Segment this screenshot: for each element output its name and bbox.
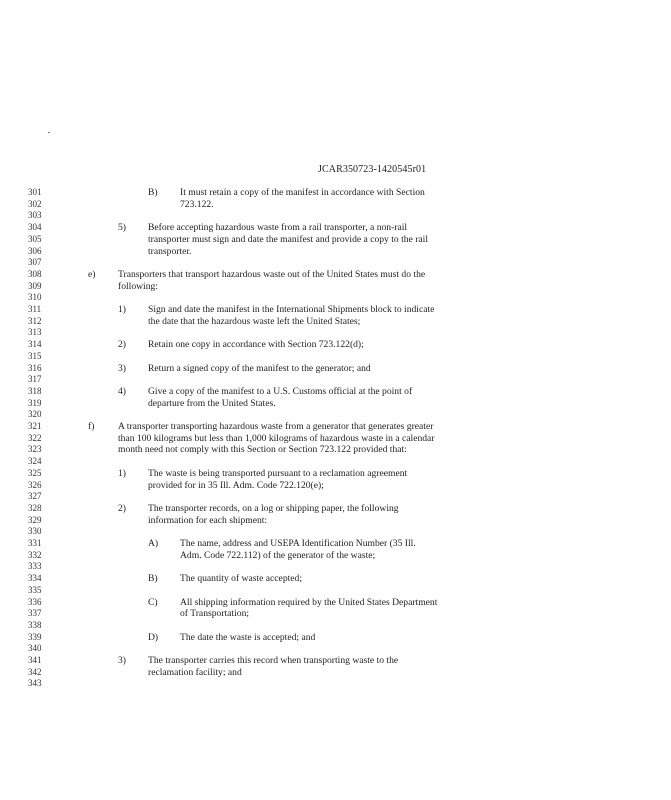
item-label: 3) bbox=[118, 655, 126, 666]
item-text-line: A transporter transporting hazardous waste from a generator that generates greater bbox=[118, 421, 434, 432]
scan-speck bbox=[48, 132, 50, 133]
line-number: 321 bbox=[28, 421, 42, 431]
line-number: 326 bbox=[28, 479, 42, 490]
item-text-line: reclamation facility; and bbox=[148, 666, 242, 678]
item-label: B) bbox=[148, 187, 158, 198]
item-label: 1) bbox=[118, 467, 126, 479]
item-label: 3) bbox=[118, 362, 126, 374]
line-number: 329 bbox=[28, 514, 42, 525]
line-number: 309 bbox=[28, 280, 42, 291]
line-number: 302 bbox=[28, 198, 42, 209]
item-text-line: of Transportation; bbox=[180, 608, 250, 620]
item-text-line: month need not comply with this Section or Section 723.122 provided that: bbox=[118, 444, 407, 456]
item-label: 2) bbox=[118, 502, 126, 514]
line-number: 314 bbox=[28, 339, 42, 350]
item-text-line: The quantity of waste accepted; bbox=[180, 573, 303, 585]
line-number: 334 bbox=[28, 573, 42, 584]
line-number: 324 bbox=[28, 456, 42, 467]
item-text-line: Give a copy of the manifest to a U.S. Customs official at the point of bbox=[148, 385, 413, 397]
item-text-line: transporter. bbox=[148, 245, 192, 257]
item-label: 2) bbox=[118, 339, 126, 351]
item-text-line: information for each shipment: bbox=[148, 514, 268, 526]
item-text-line: Sign and date the manifest in the International Shipments block to indicate bbox=[148, 304, 435, 315]
item-label: B) bbox=[148, 573, 158, 585]
line-number: 330 bbox=[28, 526, 42, 537]
item-text-line: It must retain a copy of the manifest in accordance with Section bbox=[180, 187, 425, 198]
item-text-line: the date that the hazardous waste left the United States; bbox=[148, 315, 361, 327]
item-label: f) bbox=[88, 421, 95, 432]
line-number: 338 bbox=[28, 619, 42, 630]
line-number: 325 bbox=[28, 467, 42, 478]
item-label: A) bbox=[148, 538, 159, 549]
item-text-line: The transporter carries this record when transporting waste to the bbox=[148, 655, 399, 666]
line-number: 315 bbox=[28, 350, 42, 361]
line-number: 307 bbox=[28, 257, 42, 268]
item-text-line: transporter must sign and date the manifest and provide a copy to the rail bbox=[148, 233, 429, 245]
item-text-line: than 100 kilograms but less than 1,000 kilograms of hazardous waste in a calendar bbox=[118, 432, 435, 444]
line-number: 306 bbox=[28, 245, 42, 256]
line-number: 316 bbox=[28, 362, 42, 373]
line-number: 343 bbox=[28, 678, 42, 689]
line-number: 322 bbox=[28, 432, 42, 443]
item-text-line: All shipping information required by the United States Department bbox=[180, 596, 438, 608]
item-text-line: Return a signed copy of the manifest to the generator; and bbox=[148, 362, 371, 374]
item-text-line: The name, address and USEPA Identification Number (35 Ill. bbox=[180, 538, 416, 549]
line-number: 301 bbox=[28, 187, 42, 197]
line-number: 310 bbox=[28, 292, 42, 303]
line-number: 312 bbox=[28, 315, 42, 326]
line-number: 320 bbox=[28, 409, 42, 420]
item-text-line: departure from the United States. bbox=[148, 397, 276, 409]
item-text-line: The date the waste is accepted; and bbox=[180, 631, 316, 643]
item-text-line: Before accepting hazardous waste from a rail transporter, a non-rail bbox=[148, 222, 408, 234]
line-number: 303 bbox=[28, 210, 42, 221]
item-text-line: provided for in 35 Ill. Adm. Code 722.120(e); bbox=[148, 479, 324, 491]
line-number: 342 bbox=[28, 666, 42, 677]
line-number: 318 bbox=[28, 385, 42, 396]
line-number: 336 bbox=[28, 596, 42, 607]
item-text-line: Retain one copy in accordance with Section 723.122(d); bbox=[148, 339, 364, 351]
line-number: 341 bbox=[28, 655, 42, 665]
line-number: 311 bbox=[28, 304, 42, 314]
line-number: 337 bbox=[28, 608, 42, 619]
line-number: 333 bbox=[28, 561, 42, 572]
line-number: 323 bbox=[28, 444, 42, 455]
line-number: 319 bbox=[28, 397, 42, 408]
item-text-line: Transporters that transport hazardous waste out of the United States must do the bbox=[118, 268, 426, 280]
line-number: 304 bbox=[28, 222, 42, 233]
item-text-line: following: bbox=[118, 280, 158, 292]
item-label: e) bbox=[88, 268, 96, 280]
document-id-header: JCAR350723-1420545r01 bbox=[318, 164, 427, 175]
line-number: 313 bbox=[28, 327, 42, 338]
item-label: C) bbox=[148, 596, 158, 608]
line-number: 332 bbox=[28, 549, 42, 560]
line-number: 328 bbox=[28, 502, 42, 513]
item-label: D) bbox=[148, 631, 159, 643]
line-number: 317 bbox=[28, 374, 42, 385]
line-number: 327 bbox=[28, 491, 42, 502]
item-text-line: Adm. Code 722.112) of the generator of the waste; bbox=[180, 549, 376, 561]
line-number: 335 bbox=[28, 584, 42, 595]
item-label: 5) bbox=[118, 222, 126, 234]
item-text-line: The waste is being transported pursuant to a reclamation agreement bbox=[148, 467, 408, 479]
line-number: 308 bbox=[28, 268, 42, 279]
line-number: 340 bbox=[28, 643, 42, 654]
item-text-line: The transporter records, on a log or shipping paper, the following bbox=[148, 502, 399, 514]
line-number: 339 bbox=[28, 631, 42, 642]
item-label: 4) bbox=[118, 385, 126, 397]
item-text-line: 723.122. bbox=[180, 198, 214, 210]
item-label: 1) bbox=[118, 304, 126, 315]
line-number: 305 bbox=[28, 233, 42, 244]
line-number: 331 bbox=[28, 538, 42, 548]
